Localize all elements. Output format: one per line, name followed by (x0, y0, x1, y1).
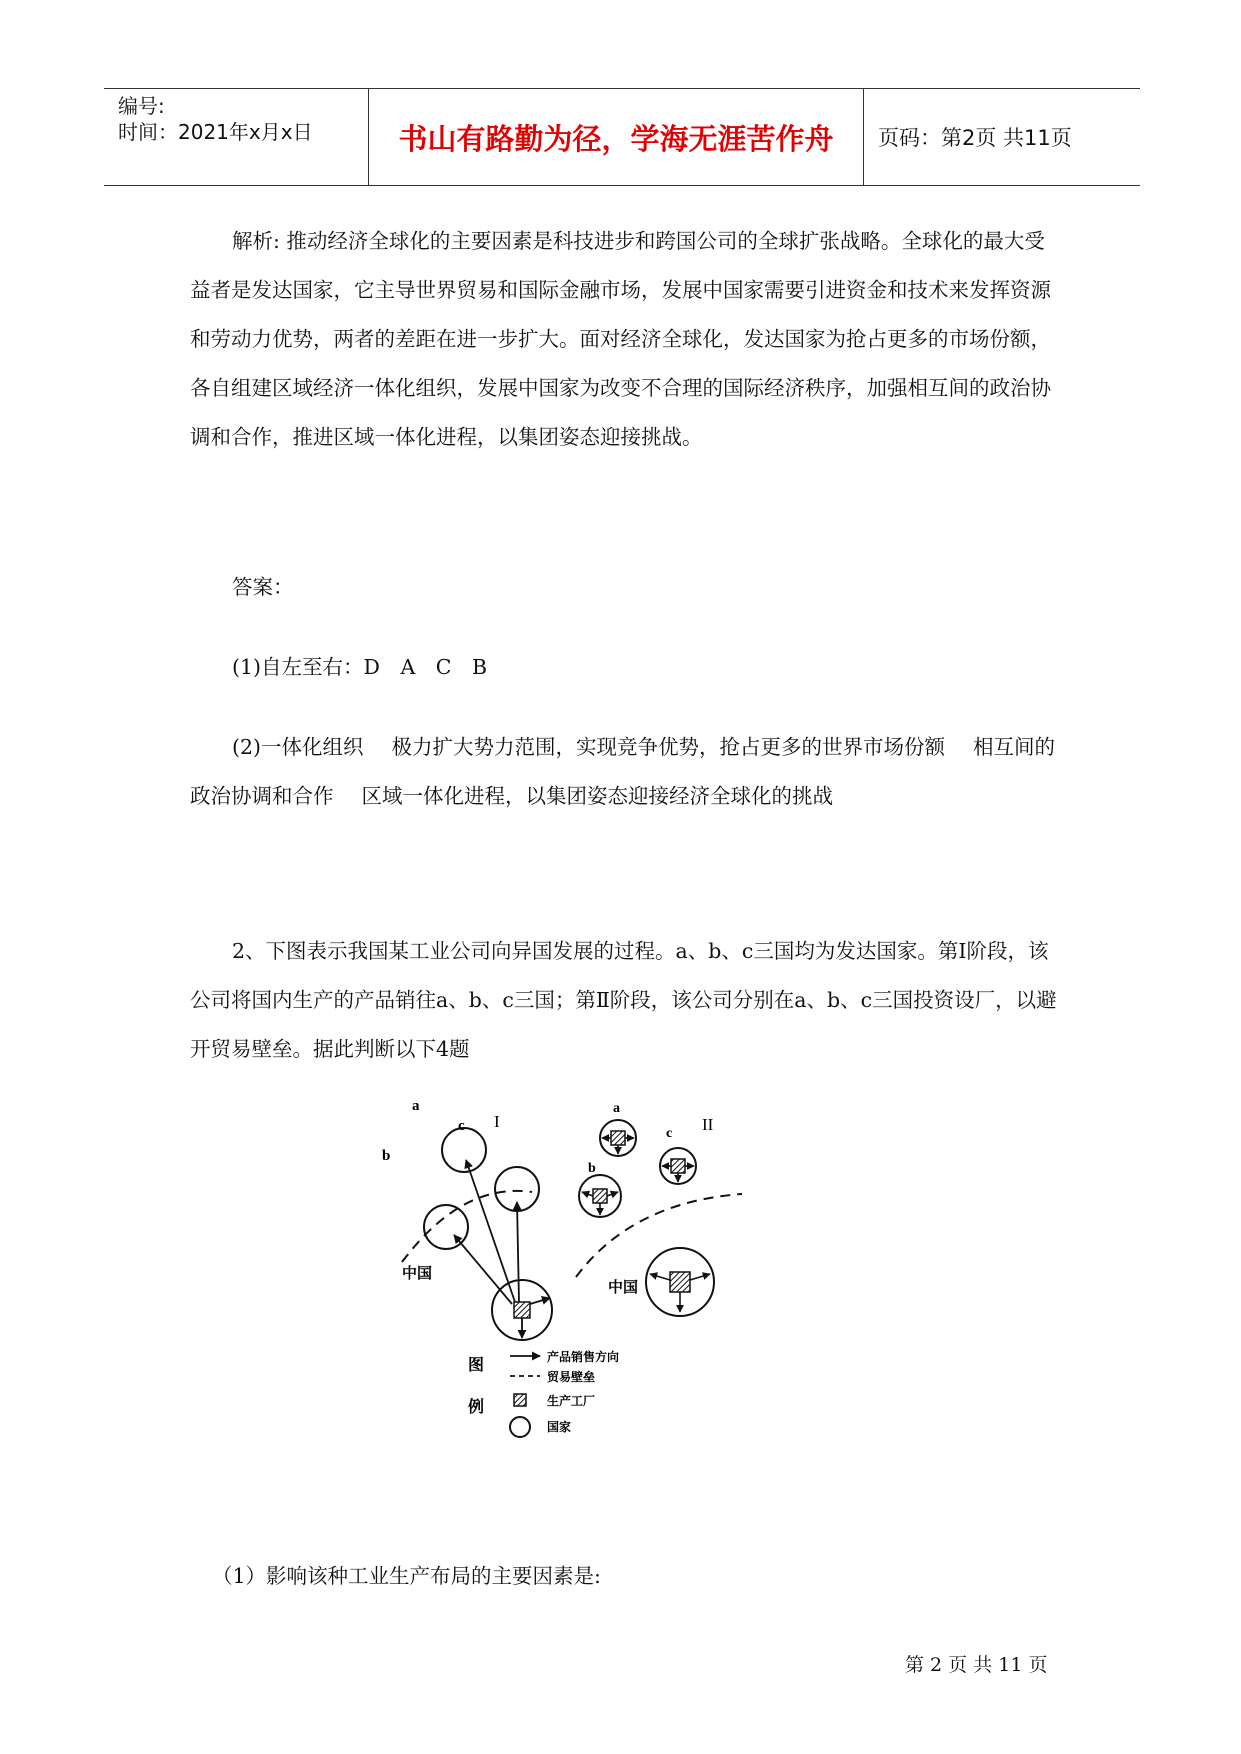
china-label-2: 中国 (608, 1278, 639, 1296)
header-page-info: 页码：第2页 共11页 (878, 126, 1072, 150)
label-a-1: a (412, 1098, 420, 1114)
page-header (104, 88, 1140, 186)
factory-b-icon (593, 1189, 607, 1203)
legend-barrier-label: 贸易壁垒 (547, 1370, 596, 1384)
trade-barrier-2 (576, 1194, 742, 1277)
label-a-2: a (613, 1101, 620, 1116)
legend-country-label: 国家 (547, 1420, 572, 1434)
china-factory-icon (514, 1302, 530, 1318)
stage-2-diagram (576, 1101, 742, 1316)
header-motto: 书山有路勤为径，学海无涯苦作舟 (369, 89, 864, 185)
factory-a-icon (611, 1131, 625, 1145)
answer-2-part-b: 极力扩大势力范围，实现竞争优势，抢占更多的世界市场份额 (391, 735, 946, 759)
legend-country-icon (510, 1417, 530, 1437)
label-c-1: c (458, 1118, 465, 1134)
country-a-circle (442, 1128, 486, 1172)
sales-arrow-east (530, 1298, 550, 1304)
country-b-circle (424, 1205, 468, 1249)
china-label-1: 中国 (402, 1264, 433, 1282)
legend (468, 1349, 619, 1437)
label-b-2: b (588, 1161, 596, 1176)
stage-1-label: I (494, 1112, 500, 1131)
question-2-1: （1）影响该种工业生产布局的主要因素是: (212, 1564, 601, 1588)
stage-1-diagram (382, 1098, 552, 1340)
answer-1: (1)自左至右：D A C B (232, 655, 488, 679)
legend-title-1: 图 (468, 1355, 485, 1374)
sales-arrow-c (517, 1202, 519, 1302)
page-footer: 第 2 页 共 11 页 (905, 1654, 1048, 1676)
legend-factory-label: 生产工厂 (547, 1394, 596, 1408)
legend-factory-icon (514, 1394, 526, 1406)
answer-2 (190, 723, 1060, 821)
answer-2-part-d: 区域一体化进程，以集团姿态迎接经济全球化的挑战 (361, 784, 833, 808)
answer-2-part-c: 相互间的政治协调和合作 (190, 735, 1056, 808)
china-factory-icon-2 (670, 1272, 690, 1292)
answer-2-part-a: (2)一体化组织 (232, 735, 364, 759)
factory-c-icon (671, 1159, 685, 1173)
question-2: 2、下图表示我国某工业公司向异国发展的过程。a、b、c三国均为发达国家。第Ⅰ阶段，该公司将国内生产的产品销往a、b、c三国；第Ⅱ阶段，该公司分别在a、b、c三国投资设厂，以避开贸易壁垒。据此判断以下4题 (190, 939, 1057, 1061)
label-b-1: b (382, 1148, 391, 1164)
number-label: 编号: (118, 94, 165, 118)
time-label: 时间：2021年x月x日 (118, 120, 313, 144)
legend-title-2: 例 (468, 1397, 485, 1416)
answer-label: 答案： (232, 575, 294, 599)
stage-2-label: II (702, 1115, 714, 1134)
industry-development-diagram (382, 1098, 842, 1542)
analysis-paragraph: 解析: 推动经济全球化的主要因素是科技进步和跨国公司的全球扩张战略。全球化的最大受益者是发达国家，它主导世界贸易和国际金融市场，发展中国家需要引进资金和技术来发挥资源和劳动力优势，两者的差距在进一步扩大。面对经济全球化，发达国家为抢占更多的市场份额，各自组建区域经济一体化组织，发展中国家为改变不合理的国际经济秩序，加强相互间的政治协调和合作，推进区域一体化进程，以集团姿态迎接挑战。 (190, 229, 1051, 449)
sales-arrow-a (466, 1160, 515, 1302)
header-meta (104, 89, 369, 185)
legend-sales-label: 产品销售方向 (547, 1350, 620, 1364)
label-c-2: c (666, 1126, 673, 1141)
